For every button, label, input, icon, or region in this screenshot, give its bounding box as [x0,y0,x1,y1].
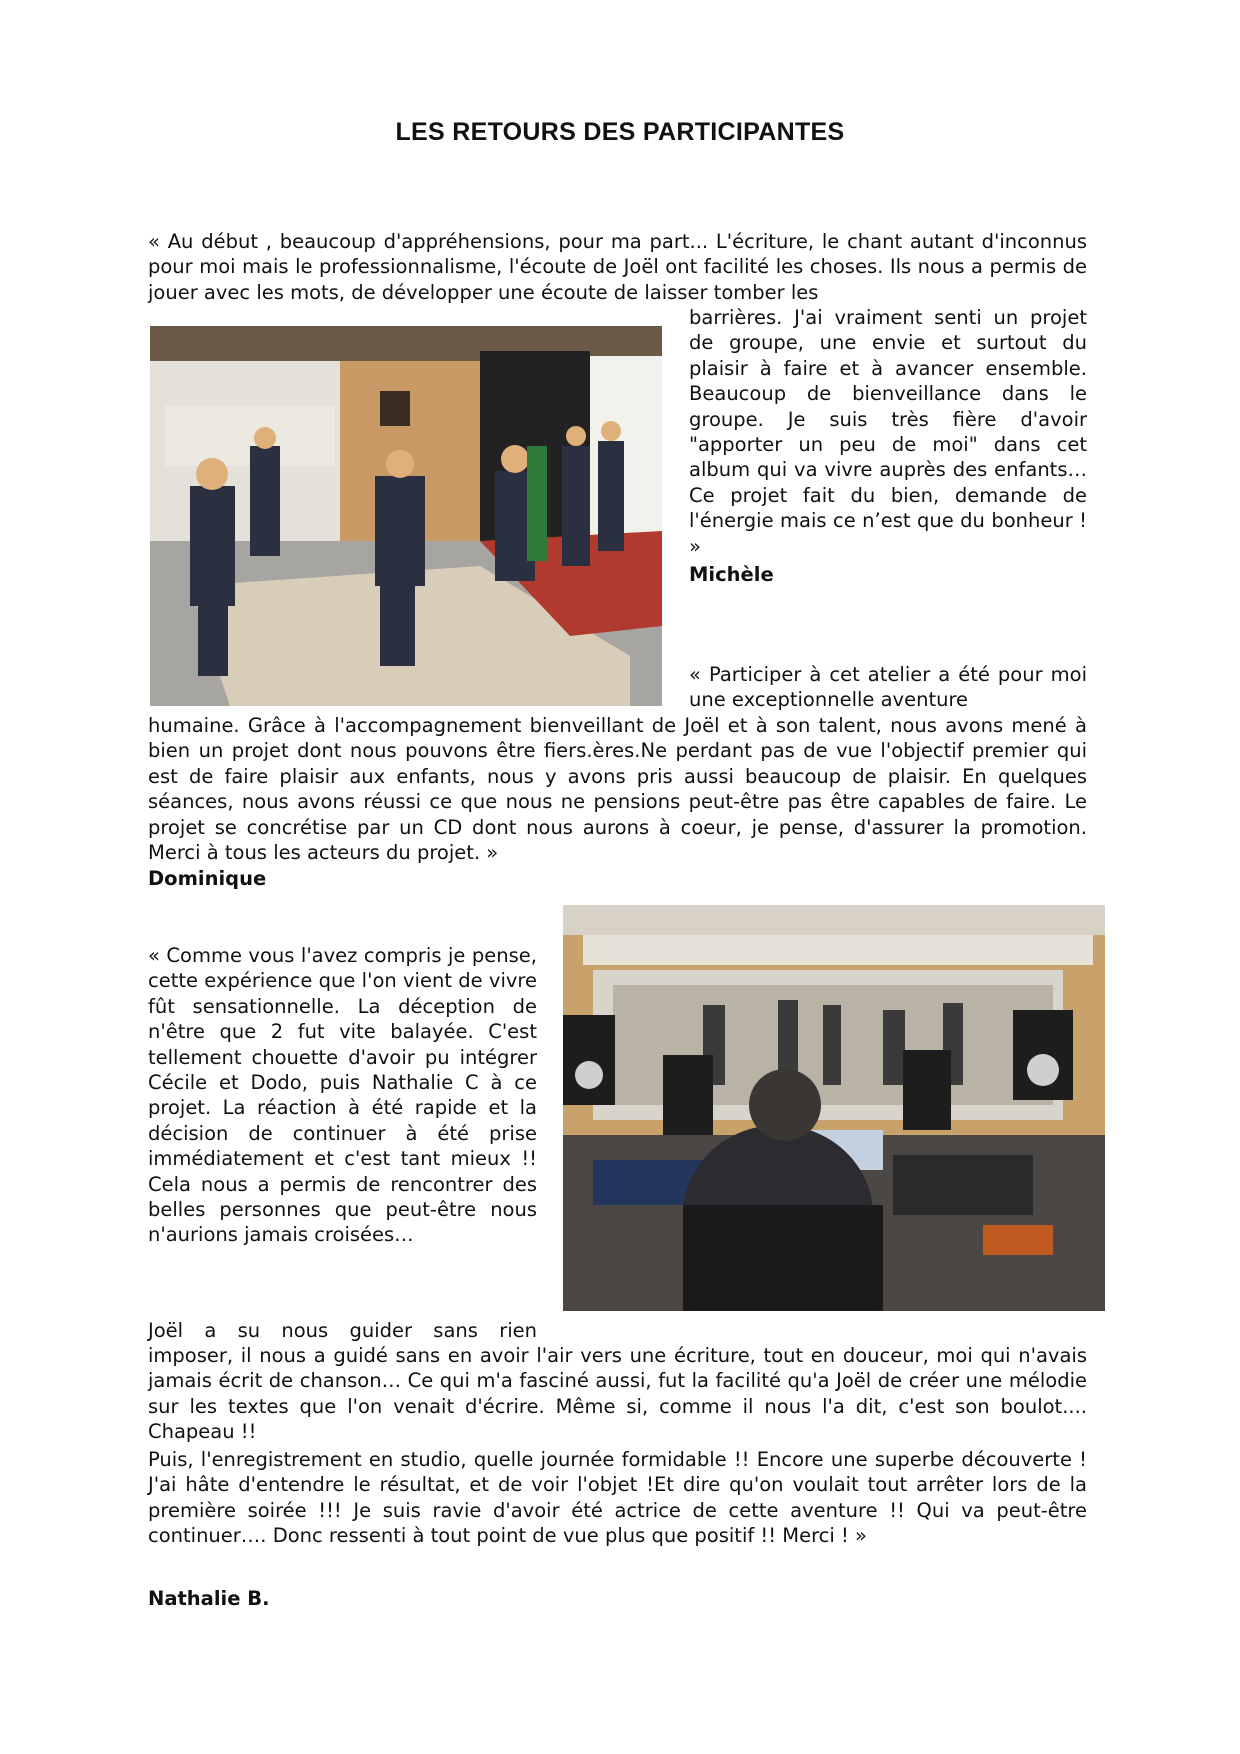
testimonial-1-intro: « Au début , beaucoup d'appréhensions, pour ma part... L'écriture, le chant autant d'inconnus pour moi mais le professionnalisme, l'écoute de Joël ont facilité les choses. Ils nous a permis de jouer avec les mots, de développer une écoute de laisser tomber les [148,230,1087,304]
author-michele: Michèle [689,563,774,586]
author-dominique: Dominique [148,867,267,890]
testimonial-3-wrap-2: Joël a su nous guider sans rien [148,1319,537,1342]
studio-photo [563,905,1105,1311]
page-title: LES RETOURS DES PARTICIPANTES [395,118,845,146]
testimonial-2-wrap: « Participer à cet atelier a été pour moi une exceptionnelle aventure [689,663,1087,712]
rehearsal-photo [150,326,662,706]
testimonial-1-wrap: barrières. J'ai vraiment senti un projet de groupe, une envie et surtout du plaisir à faire et à avancer ensemble. Beaucoup de bienveillance dans le groupe. Je suis très fière d'avoir "apporter un peu de moi" dans cet album qui va vivre auprès des enfants… Ce projet fait du bien, demande de l'énergie mais ce n’est que du bonheur ! » [689,306,1087,558]
testimonial-3-full-1: imposer, il nous a guidé sans en avoir l'air vers une écriture, tout en douceur, moi qui n'avais jamais écrit de chanson… Ce qui m'a fasciné aussi, fut la facilité qu'a Joël de créer une mélodie sur les textes que l'on venait d'écrire. Même si, comme il nous l'a dit, c'est son boulot.... Chapeau !! [148,1344,1087,1444]
testimonial-3-full-2: Puis, l'enregistrement en studio, quelle journée formidable !! Encore une superbe découverte ! J'ai hâte d'entendre le résultat, et de voir l'objet !Et dire qu'on voulait tout arrêter lors de la première soirée !!! Je suis ravie d'avoir été actrice de cette aventure !! Qui va peut-être continuer…. Donc ressenti à tout point de vue plus que positif !! Merci ! » [148,1448,1087,1548]
testimonial-3-wrap-1: « Comme vous l'avez compris je pense, cette expérience que l'on vient de vivre fût sensationnelle. La déception de n'être que 2 fut vite balayée. C'est tellement chouette d'avoir pu intégrer Cécile et Dodo, puis Nathalie C à ce projet. La réaction à été rapide et la décision de continuer à été prise immédiatement et c'est tant mieux !! Cela nous a permis de rencontrer des belles personnes que peut-être nous n'aurions jamais croisées… [148,944,537,1247]
author-nathalie-b: Nathalie B. [148,1587,270,1610]
testimonial-2-full: humaine. Grâce à l'accompagnement bienveillant de Joël et à son talent, nous avons mené à bien un projet dont nous pouvons être fiers.ères.Ne perdant pas de vue l'objectif premier qui est de faire plaisir aux enfants, nous y avons pris aussi beaucoup de plaisir. En quelques séances, nous avons réussi ce que nous ne pensions peut-être pas être capables de faire. Le projet se concrétise par un CD dont nous aurons à coeur, je pense, d'assurer la promotion. Merci à tous les acteurs du projet. » [148,714,1087,865]
